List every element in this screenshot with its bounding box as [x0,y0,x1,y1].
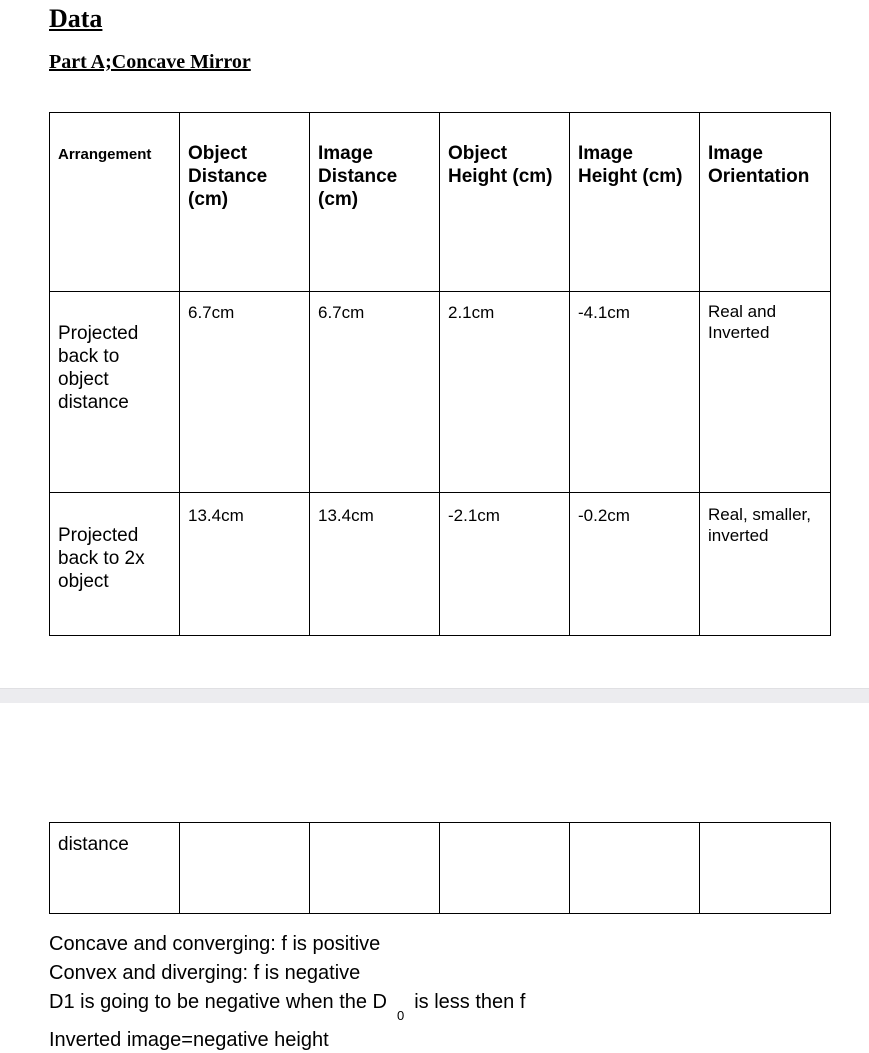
note-line [49,990,526,1023]
table-cell [440,823,570,914]
data-table [49,112,831,636]
note-line: Inverted image=negative height [49,1029,329,1051]
table-cell: Projected back to object distance [50,292,180,493]
table-cell [700,823,831,914]
table-cell: 13.4cm [180,493,310,636]
table-cell: 6.7cm [180,292,310,493]
table-cell: -4.1cm [570,292,700,493]
table-cell [180,823,310,914]
note-text: is less then f [414,991,526,1013]
table-row [50,292,831,493]
header-cell-object-height: Object Height (cm) [440,113,570,292]
header-cell-arrangement: Arrangement [50,113,180,292]
page-break [0,688,869,703]
section-subtitle: Part A;Concave Mirror [49,51,251,73]
table-cell: distance [50,823,180,914]
table-cell: 2.1cm [440,292,570,493]
table-cell: Real, smaller, inverted [700,493,831,636]
note-line: Concave and converging: f is positive [49,933,381,955]
header-cell-image-orientation: Image Orientation [700,113,831,292]
table-row [50,493,831,636]
table-cell: Real and Inverted [700,292,831,493]
table-cell: -0.2cm [570,493,700,636]
subscript: 0 [397,1008,405,1023]
note-line: Convex and diverging: f is negative [49,962,361,984]
table-cell: 6.7cm [310,292,440,493]
table-cell: Projected back to 2x object [50,493,180,636]
header-cell-object-distance: Object Distance (cm) [180,113,310,292]
table-cell [310,823,440,914]
table-cell [570,823,700,914]
table-header-row [50,113,831,292]
continued-table [49,822,831,914]
table-row [50,823,831,914]
header-cell-image-height: Image Height (cm) [570,113,700,292]
note-text: D1 is going to be negative when the D [49,991,387,1013]
table-cell: -2.1cm [440,493,570,636]
table-cell: 13.4cm [310,493,440,636]
header-cell-image-distance: Image Distance (cm) [310,113,440,292]
document-title: Data [49,4,103,33]
